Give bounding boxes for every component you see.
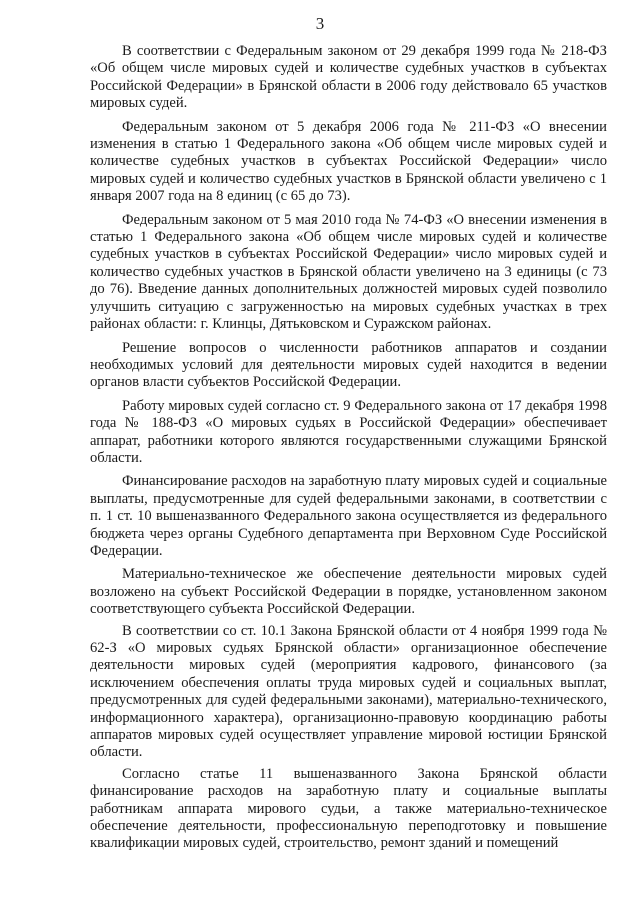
paragraph-law-211-fz: Федеральным законом от 5 декабря 2006 года № 211-ФЗ «О внесении изменения в статью 1 Федерального закона «Об общем числе мировых судей и количестве судебных участков в субъектах Российской Федерации» число мировых судей и количество судебных участков в Брянской области увеличено с 1 января 2007 года на 8 единиц (с 65 до 73). — [90, 118, 607, 205]
paragraph-law-218-fz: В соответствии с Федеральным законом от 29 декабря 1999 года № 218-ФЗ «Об общем числе мировых судей и количестве судебных участков в субъектах Российской Федерации» в Брянской области в 2006 году действовало 65 участков мировых судей. — [90, 43, 607, 112]
paragraph-law-74-fz: Федеральным законом от 5 мая 2010 года № 74-ФЗ «О внесении изменения в статью 1 Федерального закона «Об общем числе мировых судей и количестве судебных участков в субъектах Российской Федерации» число мировых судей и количество судебных участков в Брянской области увеличено на 3 единицы (с 73 до 76). Введение данных дополнительных должностей мировых судей позволило улучшить ситуацию с загруженностью на мировых судебных участках в трех районах области: г. Клинцы, Дятьковском и Суражском районах. — [90, 211, 607, 333]
paragraph-staffing: Решение вопросов о численности работников аппаратов и создании необходимых условий для деятельности мировых судей находится в ведении органов власти субъектов Российской Федерации. — [90, 339, 607, 391]
paragraph-law-62-z: В соответствии со ст. 10.1 Закона Брянской области от 4 ноября 1999 года № 62-З «О мировых судьях Брянской области» организационное обеспечение деятельности мировых судей (мероприятия кадрового, финансового (за исключением обеспечения оплаты труда мировых судей и социальных выплат, предусмотренных для судей федеральными законами), материально-технического, информационного характера), организационно-правовую координацию работы аппаратов мировых судей осуществляет управление мировой юстиции Брянской области. — [90, 622, 607, 761]
paragraph-article-11: Согласно статье 11 вышеназванного Закона Брянской области финансирование расходов на заработную плату и социальные выплаты работникам аппарата мирового судьи, а также материально-техническое обеспечение деятельности, профессиональную переподготовку и повышение квалификации мировых судей, строительство, ремонт зданий и помещений — [90, 765, 607, 852]
paragraph-law-188-fz: Работу мировых судей согласно ст. 9 Федерального закона от 17 декабря 1998 года № 188-ФЗ «О мировых судьях в Российской Федерации» обеспечивает аппарат, работники которого являются государственными служащими Брянской области. — [90, 397, 607, 466]
paragraph-financing: Финансирование расходов на заработную плату мировых судей и социальные выплаты, предусмотренные для судей федеральными законами, в соответствии с п. 1 ст. 10 вышеназванного Федерального закона осуществляется из федерального бюджета через органы Судебного департамента при Верховном Суде Российской Федерации. — [90, 473, 607, 559]
page-number: 3 — [315, 14, 325, 33]
document-body — [90, 43, 607, 859]
paragraph-material-support: Материально-техническое же обеспечение деятельности мировых судей возложено на субъект Российской Федерации в порядке, установленном законом соответствующего субъекта Российской Федерации. — [90, 566, 607, 618]
